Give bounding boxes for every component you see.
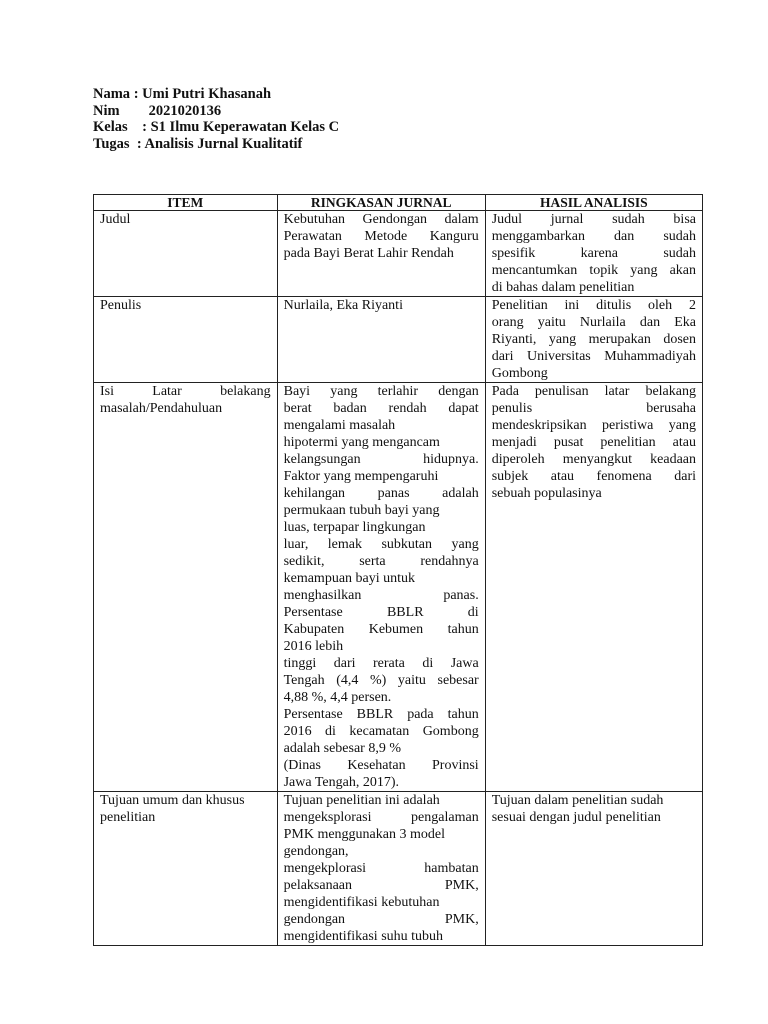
text-line: Tujuan dalam penelitian sudah [491, 793, 664, 808]
table-row-tujuan [94, 792, 703, 946]
cell-item [94, 297, 278, 383]
cell-item [94, 211, 278, 297]
text-line: Pada penulisan latar belakang [491, 384, 696, 399]
text-line: Judul jurnal sudah bisa [491, 212, 696, 227]
text-line: 2016 lebih [283, 639, 344, 654]
cell-item [94, 792, 278, 946]
text-line: di bahas dalam penelitian [491, 280, 635, 295]
item-label: Judul [100, 212, 131, 227]
text-line: mengidentifikasi kebutuhan [283, 895, 440, 910]
text-line: Tengah (4,4 %) yaitu sebesar [283, 673, 479, 688]
analysis-table [93, 194, 703, 946]
text-line: luar, lemak subkutan yang [283, 537, 479, 552]
text-line: Persentase BBLR pada tahun [283, 707, 479, 722]
text-line: sedikit, serta rendahnya [283, 554, 479, 569]
cell-analisis [485, 792, 702, 946]
kelas-value: S1 Ilmu Keperawatan Kelas C [150, 119, 340, 135]
text-line: menggambarkan dan sudah [491, 229, 696, 244]
text-line: penelitian [100, 810, 156, 825]
text-line: adalah sebesar 8,9 % [283, 741, 402, 756]
cell-analisis [485, 297, 702, 383]
student-info [93, 86, 339, 152]
text-line: Bayi yang terlahir dengan [283, 384, 479, 399]
column-header-analisis: HASIL ANALISIS [485, 195, 702, 211]
nama-line: Nama : Umi Putri Khasanah [93, 86, 272, 102]
cell-analisis [485, 211, 702, 297]
nama-value: Umi Putri Khasanah [142, 86, 272, 102]
text-line: Jawa Tengah, 2017). [283, 775, 400, 790]
nim-line [93, 103, 339, 120]
text-line: menghasilkan panas. [283, 588, 479, 603]
text-line: orang yaitu Nurlaila dan Eka [491, 315, 696, 330]
text-line: Faktor yang mempengaruhi [283, 469, 439, 484]
table-header-row [94, 195, 703, 211]
text-line: 2016 di kecamatan Gombong [283, 724, 479, 739]
text-line: Gombong [491, 366, 548, 381]
text-line: pada Bayi Berat Lahir Rendah [283, 246, 454, 261]
text-line: kehilangan panas adalah [283, 486, 479, 501]
text-line: sebuah populasinya [491, 486, 602, 501]
text-line: hipotermi yang mengancam [283, 435, 440, 450]
tugas-line: Tugas : Analisis Jurnal Kualitatif [93, 135, 303, 152]
text-line: dari Universitas Muhammadiyah [491, 349, 696, 364]
column-header-ringkasan: RINGKASAN JURNAL [277, 195, 485, 211]
text-line: pelaksanaan PMK, [283, 878, 479, 893]
text-line: gendongan PMK, [283, 912, 479, 927]
table-row-judul [94, 211, 703, 297]
text-line: tinggi dari rerata di Jawa [283, 656, 479, 671]
text-line: mencantumkan topik yang akan [491, 263, 696, 278]
text-line: penulis berusaha [491, 401, 696, 416]
text-line: spesifik karena sudah [491, 246, 696, 261]
text-line: mengidentifikasi suhu tubuh [283, 929, 444, 944]
text-line: sesuai dengan judul penelitian [491, 810, 661, 825]
text-line: Riyanti, yang merupakan dosen [491, 332, 696, 347]
text-line: berat badan rendah dapat [283, 401, 479, 416]
text-line: Perawatan Metode Kanguru [283, 229, 479, 244]
text-line: mendeskripsikan peristiwa yang [491, 418, 696, 433]
text-line: kemampuan bayi untuk [283, 571, 416, 586]
text-line: Penelitian ini ditulis oleh 2 [491, 298, 696, 313]
text-line: subjek atau fenomena dari [491, 469, 696, 484]
text-line: diperoleh menyangkut keadaan [491, 452, 696, 467]
text-line: PMK menggunakan 3 model [283, 827, 445, 842]
tugas-label: Tugas [93, 135, 130, 152]
item-label: Penulis [100, 298, 142, 313]
column-header-item: ITEM [94, 195, 278, 211]
text-line: luas, terpapar lingkungan [283, 520, 426, 535]
text-line: Kebutuhan Gendongan dalam [283, 212, 479, 227]
text-line: kelangsungan hidupnya. [283, 452, 479, 467]
text-line: mengekplorasi hambatan [283, 861, 479, 876]
text-line: 4,88 %, 4,4 persen. [283, 690, 392, 705]
text-line: masalah/Pendahuluan [100, 401, 223, 416]
nama-label: Nama [93, 86, 131, 102]
text-line: Kabupaten Kebumen tahun [283, 622, 479, 637]
text-line: permukaan tubuh bayi yang [283, 503, 440, 518]
cell-item [94, 383, 278, 792]
cell-ringkasan [277, 211, 485, 297]
table-row-penulis [94, 297, 703, 383]
kelas-line: Kelas : S1 Ilmu Keperawatan Kelas C [93, 119, 340, 135]
cell-ringkasan [277, 792, 485, 946]
cell-ringkasan [277, 297, 485, 383]
kelas-label: Kelas [93, 119, 128, 135]
text-line: Tujuan penelitian ini adalah [283, 793, 440, 808]
text-line: Isi Latar belakang [100, 384, 271, 399]
cell-analisis [485, 383, 702, 792]
nim-label: Nim [93, 102, 120, 119]
text-line: menjadi pusat penelitian atau [491, 435, 696, 450]
table-row-latar-belakang [94, 383, 703, 792]
cell-ringkasan [277, 383, 485, 792]
text-line: Nurlaila, Eka Riyanti [283, 298, 403, 313]
text-line: Tujuan umum dan khusus [100, 793, 245, 808]
text-line: mengeksplorasi pengalaman [283, 810, 479, 825]
nim-value: 2021020136 [148, 102, 222, 119]
text-line: (Dinas Kesehatan Provinsi [283, 758, 479, 773]
text-line: mengalami masalah [283, 418, 396, 433]
text-line: gendongan, [283, 844, 349, 859]
tugas-value: Analisis Jurnal Kualitatif [144, 135, 303, 152]
text-line: Persentase BBLR di [283, 605, 479, 620]
